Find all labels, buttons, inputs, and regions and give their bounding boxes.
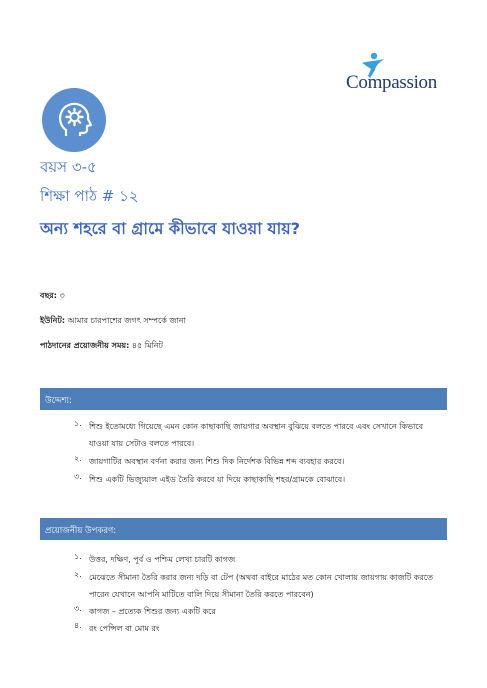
time-label: পাঠদানের প্রয়োজনীয় সময়: [40,341,130,350]
unit-value: আমার চারপাশের জগৎ সম্পর্কে জানা [65,316,186,325]
item-text: উত্তর, দক্ষিণ, পূর্ব ও পশ্চিম লেখা চারটি কাগজ [89,555,236,564]
item-text: কাগজ – প্রত্যেক শিশুর জন্য একটি করে [89,607,216,616]
logo-wordmark: Compassion [346,72,437,93]
year-label: বছর: [40,291,57,300]
item-number: ১. [74,552,82,561]
item-text: শিশু ইতোমধ্যে গিয়েছে এমন কোন কাছাকাছি জায়গার অবস্থান বুঝিয়ে বলতে পারবে এবং সেখানে কিভাবে যাওয়া যায় সেটাও বলতে পারবে। [89,422,424,448]
unit-line [40,315,186,328]
lesson-title: অন্য শহরে বা গ্রামে কীভাবে যাওয়া যায়? [40,219,300,238]
item-text: শিশু একটি ভিজ্যুয়াল এইড তৈরি করবে যা দিয়ে কাছাকাছি শহর/গ্রামকে বোঝাবে। [89,475,346,484]
item-text: জায়গাটির অবস্থান বর্ণনা করার জন্য শিশু দিক নির্দেশক বিভিন্ন শব্দ ব্যবহার করবে। [89,457,345,466]
item-text: রং পেন্সিল বা মোম রং [89,624,160,633]
item-text: মেঝেতে সীমানা তৈরি করার জন্য দড়ি বা টেপ (অথবা বাইরে মাঠের মত কোন খোলায় জায়গায় কাজটি করতে পারেন যেখানে আপনি মাটিতে বালি দিয়ে সীমানা তৈরি করতে পারবেন) [89,573,434,599]
time-line [40,340,163,353]
year-line [40,290,65,303]
item-number: ৩. [74,472,82,481]
head-gear-icon [42,88,106,152]
item-number: ৪. [74,621,82,630]
year-value: ৩ [56,291,65,300]
item-number: ২. [74,570,82,579]
materials-heading: প্রয়োজনীয় উপকরণ: [40,518,447,540]
unit-label: ইউনিট: [40,316,66,325]
lesson-number: শিক্ষা পাঠ # ১২ [40,187,139,205]
time-value: ৪৫ মিনিট [129,341,163,350]
objectives-heading: উদ্দেশ্য: [40,388,447,410]
age-range: বয়স ৩-৫ [40,158,97,176]
item-number: ৩. [74,604,82,613]
item-number: ১. [74,419,82,428]
item-number: ২. [74,454,82,463]
compassion-logo [346,52,456,100]
